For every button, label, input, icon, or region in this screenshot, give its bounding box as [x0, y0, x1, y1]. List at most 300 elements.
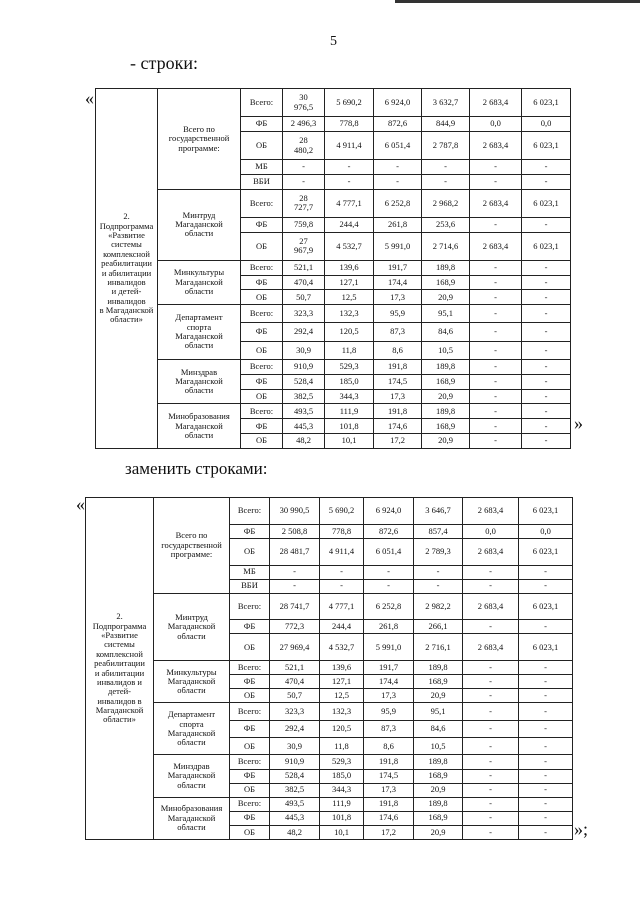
amount-cell: 3 646,7 [414, 498, 463, 525]
amount-cell: 139,6 [320, 661, 364, 675]
amount-cell: 191,8 [364, 797, 414, 811]
amount-cell: 168,9 [422, 419, 470, 434]
amount-cell: 6 023,1 [522, 89, 571, 117]
executor-name: Минобразования Магаданской области [154, 797, 230, 839]
amount-cell: 2 683,4 [470, 89, 522, 117]
executor-name: Минтруд Магаданской области [154, 593, 230, 661]
funding-source: ОБ [230, 634, 270, 661]
amount-cell: 6 023,1 [522, 131, 571, 159]
amount-cell: - [470, 389, 522, 404]
amount-cell: 5 690,2 [325, 89, 374, 117]
amount-cell: 2 982,2 [414, 593, 463, 620]
executor-name: Минтруд Магаданской области [158, 189, 241, 260]
amount-cell: - [463, 620, 519, 634]
amount-cell: - [422, 174, 470, 189]
amount-cell: 2 683,4 [463, 498, 519, 525]
amount-cell: - [470, 419, 522, 434]
amount-cell: - [519, 703, 573, 720]
amount-cell: - [522, 160, 571, 175]
amount-cell: 6 023,1 [519, 498, 573, 525]
amount-cell: 323,3 [270, 703, 320, 720]
amount-cell: 50,7 [283, 290, 325, 305]
funding-source: ОБ [241, 341, 283, 359]
amount-cell: 872,6 [364, 524, 414, 538]
amount-cell: 95,9 [374, 305, 422, 323]
amount-cell: 127,1 [320, 675, 364, 689]
amount-cell: 529,3 [325, 360, 374, 375]
amount-cell: 20,9 [414, 783, 463, 797]
amount-cell: 28 741,7 [270, 593, 320, 620]
amount-cell: 857,4 [414, 524, 463, 538]
amount-cell: 20,9 [422, 290, 470, 305]
amount-cell: - [519, 797, 573, 811]
funding-source: ФБ [241, 117, 283, 132]
amount-cell: 191,7 [364, 661, 414, 675]
amount-cell: 174,5 [364, 769, 414, 783]
amount-cell: - [522, 260, 571, 275]
amount-cell: 189,8 [422, 260, 470, 275]
amount-cell: - [463, 675, 519, 689]
amount-cell: 292,4 [283, 323, 325, 341]
executor-name: Департамент спорта Магаданской области [158, 305, 241, 360]
funding-source: ОБ [230, 689, 270, 703]
amount-cell: 174,4 [364, 675, 414, 689]
funding-source: ФБ [241, 374, 283, 389]
amount-cell: 20,9 [414, 689, 463, 703]
amount-cell: - [463, 661, 519, 675]
amount-cell: 17,3 [374, 389, 422, 404]
funding-source: ФБ [241, 275, 283, 290]
funding-source: Всего: [241, 189, 283, 217]
amount-cell: 6 051,4 [364, 538, 414, 565]
amount-cell: 4 911,4 [320, 538, 364, 565]
funding-source: Всего: [241, 89, 283, 117]
amount-cell: - [470, 160, 522, 175]
program-label: 2. Подпрограмма «Развитие системы комплексной реабилитации и абилитации инвалидов и детей- инвалидов в Магаданской области» [96, 89, 158, 449]
amount-cell: 2 716,1 [414, 634, 463, 661]
amount-cell: 28 480,2 [283, 131, 325, 159]
amount-cell: 244,4 [320, 620, 364, 634]
amount-cell: 292,4 [270, 720, 320, 737]
table-row [96, 305, 571, 323]
amount-cell: 470,4 [283, 275, 325, 290]
amount-cell: 5 690,2 [320, 498, 364, 525]
amount-cell: 445,3 [283, 419, 325, 434]
funding-source: ОБ [230, 783, 270, 797]
funding-source: Всего: [241, 404, 283, 419]
amount-cell: 2 789,3 [414, 538, 463, 565]
amount-cell: 28 481,7 [270, 538, 320, 565]
amount-cell: - [463, 783, 519, 797]
table-row [86, 661, 573, 675]
amount-cell: - [522, 217, 571, 232]
amount-cell: 253,6 [422, 217, 470, 232]
executor-name: Минкультуры Магаданской области [154, 661, 230, 703]
amount-cell: - [470, 174, 522, 189]
funding-source: ФБ [230, 811, 270, 825]
amount-cell: - [270, 565, 320, 579]
amount-cell: - [519, 620, 573, 634]
amount-cell: 778,8 [325, 117, 374, 132]
executor-name: Минобразования Магаданской области [158, 404, 241, 449]
amount-cell: 529,3 [320, 755, 364, 769]
funding-source: ФБ [230, 720, 270, 737]
funding-source: Всего: [241, 305, 283, 323]
amount-cell: 10,1 [325, 434, 374, 449]
amount-cell: 4 911,4 [325, 131, 374, 159]
amount-cell: 2 683,4 [470, 131, 522, 159]
amount-cell: 95,1 [422, 305, 470, 323]
amount-cell: 20,9 [414, 825, 463, 839]
amount-cell: - [522, 323, 571, 341]
amount-cell: 344,3 [320, 783, 364, 797]
table-old [95, 88, 571, 449]
amount-cell: - [283, 160, 325, 175]
table-row [96, 89, 571, 117]
amount-cell: 2 683,4 [463, 538, 519, 565]
amount-cell: 132,3 [325, 305, 374, 323]
amount-cell: 139,6 [325, 260, 374, 275]
amount-cell: - [522, 174, 571, 189]
amount-cell: - [519, 720, 573, 737]
amount-cell: - [470, 323, 522, 341]
amount-cell: - [470, 290, 522, 305]
amount-cell: - [320, 579, 364, 593]
amount-cell: 772,3 [270, 620, 320, 634]
amount-cell: 6 924,0 [364, 498, 414, 525]
funding-source: ОБ [241, 389, 283, 404]
amount-cell: 191,8 [374, 404, 422, 419]
amount-cell: 6 051,4 [374, 131, 422, 159]
amount-cell: 910,9 [283, 360, 325, 375]
table-row [86, 498, 573, 525]
amount-cell: 0,0 [470, 117, 522, 132]
funding-source: ФБ [230, 524, 270, 538]
funding-source: Всего: [241, 360, 283, 375]
amount-cell: 521,1 [283, 260, 325, 275]
table-row [86, 703, 573, 720]
funding-source: ВБИ [241, 174, 283, 189]
amount-cell: 261,8 [374, 217, 422, 232]
amount-cell: 20,9 [422, 389, 470, 404]
executor-name: Минздрав Магаданской области [158, 360, 241, 404]
amount-cell: - [519, 811, 573, 825]
amount-cell: 261,8 [364, 620, 414, 634]
amount-cell: 0,0 [522, 117, 571, 132]
amount-cell: 6 023,1 [522, 232, 571, 260]
amount-cell: 4 777,1 [325, 189, 374, 217]
amount-cell: - [270, 579, 320, 593]
amount-cell: - [519, 825, 573, 839]
funding-source: ОБ [230, 825, 270, 839]
funding-source: ФБ [230, 769, 270, 783]
amount-cell: 174,6 [364, 811, 414, 825]
funding-source: Всего: [230, 755, 270, 769]
amount-cell: 12,5 [325, 290, 374, 305]
amount-cell: 10,5 [414, 738, 463, 755]
amount-cell: 168,9 [414, 675, 463, 689]
amount-cell: 30 976,5 [283, 89, 325, 117]
amount-cell: 2 714,6 [422, 232, 470, 260]
funding-source: Всего: [230, 661, 270, 675]
amount-cell: 6 023,1 [519, 634, 573, 661]
table-row [86, 593, 573, 620]
funding-source: МБ [230, 565, 270, 579]
amount-cell: 382,5 [270, 783, 320, 797]
amount-cell: - [422, 160, 470, 175]
amount-cell: 111,9 [325, 404, 374, 419]
amount-cell: - [463, 579, 519, 593]
amount-cell: - [320, 565, 364, 579]
funding-source: Всего: [230, 797, 270, 811]
amount-cell: - [470, 434, 522, 449]
scan-edge-line [395, 0, 640, 3]
amount-cell: 0,0 [463, 524, 519, 538]
amount-cell: - [519, 689, 573, 703]
amount-cell: - [364, 579, 414, 593]
funding-source: МБ [241, 160, 283, 175]
amount-cell: - [519, 675, 573, 689]
executor-name: Всего по государственной программе: [154, 498, 230, 594]
table-row [86, 797, 573, 811]
amount-cell: 17,3 [374, 290, 422, 305]
amount-cell: 174,6 [374, 419, 422, 434]
table-row [96, 404, 571, 419]
amount-cell: 30,9 [283, 341, 325, 359]
amount-cell: 5 991,0 [374, 232, 422, 260]
amount-cell: 382,5 [283, 389, 325, 404]
amount-cell: 910,9 [270, 755, 320, 769]
funding-source: ФБ [241, 419, 283, 434]
amount-cell: 95,9 [364, 703, 414, 720]
amount-cell: - [414, 565, 463, 579]
amount-cell: 185,0 [320, 769, 364, 783]
amount-cell: 17,2 [364, 825, 414, 839]
amount-cell: 27 969,4 [270, 634, 320, 661]
amount-cell: - [463, 769, 519, 783]
amount-cell: 528,4 [270, 769, 320, 783]
amount-cell: 174,4 [374, 275, 422, 290]
amount-cell: - [463, 689, 519, 703]
program-label: 2. Подпрограмма «Развитие системы комплексной реабилитации и абилитации инвалидов и детей- инвалидов в Магаданской области» [86, 498, 154, 840]
amount-cell: - [414, 579, 463, 593]
amount-cell: - [522, 434, 571, 449]
executor-name: Департамент спорта Магаданской области [154, 703, 230, 755]
amount-cell: 189,8 [414, 797, 463, 811]
amount-cell: - [470, 217, 522, 232]
amount-cell: 759,8 [283, 217, 325, 232]
amount-cell: 120,5 [320, 720, 364, 737]
amount-cell: 48,2 [270, 825, 320, 839]
amount-cell: 2 496,3 [283, 117, 325, 132]
funding-source: ФБ [230, 620, 270, 634]
amount-cell: - [522, 305, 571, 323]
amount-cell: 11,8 [325, 341, 374, 359]
amount-cell: 30,9 [270, 738, 320, 755]
amount-cell: 11,8 [320, 738, 364, 755]
executor-name: Минздрав Магаданской области [154, 755, 230, 797]
amount-cell: 168,9 [422, 275, 470, 290]
funding-source: Всего: [230, 498, 270, 525]
amount-cell: 17,2 [374, 434, 422, 449]
amount-cell: 189,8 [414, 755, 463, 769]
amount-cell: - [463, 797, 519, 811]
amount-cell: 189,8 [422, 404, 470, 419]
heading-new-rows: заменить строками: [125, 459, 268, 478]
amount-cell: 2 508,8 [270, 524, 320, 538]
amount-cell: - [463, 703, 519, 720]
amount-cell: 48,2 [283, 434, 325, 449]
amount-cell: 778,8 [320, 524, 364, 538]
table-row [96, 189, 571, 217]
amount-cell: 191,8 [364, 755, 414, 769]
amount-cell: 6 023,1 [519, 593, 573, 620]
amount-cell: 17,3 [364, 689, 414, 703]
amount-cell: 872,6 [374, 117, 422, 132]
funding-source: ОБ [230, 538, 270, 565]
amount-cell: 470,4 [270, 675, 320, 689]
amount-cell: 2 683,4 [470, 189, 522, 217]
amount-cell: 17,3 [364, 783, 414, 797]
amount-cell: 87,3 [364, 720, 414, 737]
amount-cell: - [519, 661, 573, 675]
amount-cell: 168,9 [414, 811, 463, 825]
funding-source: ФБ [230, 675, 270, 689]
amount-cell: 266,1 [414, 620, 463, 634]
amount-cell: 493,5 [283, 404, 325, 419]
amount-cell: 4 532,7 [320, 634, 364, 661]
amount-cell: 132,3 [320, 703, 364, 720]
amount-cell: 20,9 [422, 434, 470, 449]
amount-cell: - [522, 404, 571, 419]
amount-cell: - [364, 565, 414, 579]
amount-cell: - [463, 720, 519, 737]
amount-cell: - [522, 275, 571, 290]
amount-cell: 8,6 [374, 341, 422, 359]
amount-cell: 6 023,1 [522, 189, 571, 217]
heading-old-rows: - строки: [130, 53, 198, 73]
amount-cell: 6 023,1 [519, 538, 573, 565]
amount-cell: - [519, 783, 573, 797]
funding-source: Всего: [230, 593, 270, 620]
amount-cell: - [522, 389, 571, 404]
amount-cell: 521,1 [270, 661, 320, 675]
amount-cell: 4 777,1 [320, 593, 364, 620]
amount-cell: 87,3 [374, 323, 422, 341]
amount-cell: 168,9 [414, 769, 463, 783]
funding-source: Всего: [241, 260, 283, 275]
amount-cell: 101,8 [325, 419, 374, 434]
amount-cell: 84,6 [422, 323, 470, 341]
amount-cell: 10,5 [422, 341, 470, 359]
amount-cell: - [519, 755, 573, 769]
amount-cell: - [470, 275, 522, 290]
amount-cell: 127,1 [325, 275, 374, 290]
amount-cell: 6 924,0 [374, 89, 422, 117]
close-quote-old: » [574, 413, 583, 433]
funding-source: ОБ [241, 131, 283, 159]
amount-cell: - [470, 374, 522, 389]
open-quote-new: « [76, 494, 85, 514]
amount-cell: 27 967,9 [283, 232, 325, 260]
amount-cell: - [470, 360, 522, 375]
amount-cell: - [283, 174, 325, 189]
amount-cell: 50,7 [270, 689, 320, 703]
amount-cell: - [519, 769, 573, 783]
amount-cell: - [522, 341, 571, 359]
close-quote-new: »; [574, 819, 589, 839]
amount-cell: 2 787,8 [422, 131, 470, 159]
amount-cell: 323,3 [283, 305, 325, 323]
open-quote-old: « [85, 88, 94, 108]
table-new [85, 497, 573, 840]
amount-cell: - [522, 374, 571, 389]
amount-cell: 30 990,5 [270, 498, 320, 525]
table-row [86, 755, 573, 769]
amount-cell: 2 968,2 [422, 189, 470, 217]
amount-cell: 168,9 [422, 374, 470, 389]
amount-cell: 3 632,7 [422, 89, 470, 117]
amount-cell: 6 252,8 [364, 593, 414, 620]
amount-cell: 2 683,4 [463, 634, 519, 661]
amount-cell: 445,3 [270, 811, 320, 825]
amount-cell: 191,7 [374, 260, 422, 275]
amount-cell: 174,5 [374, 374, 422, 389]
funding-source: ОБ [241, 434, 283, 449]
funding-source: ОБ [241, 290, 283, 305]
amount-cell: - [522, 290, 571, 305]
amount-cell: 191,8 [374, 360, 422, 375]
amount-cell: - [470, 341, 522, 359]
amount-cell: - [470, 305, 522, 323]
amount-cell: 0,0 [519, 524, 573, 538]
amount-cell: - [519, 579, 573, 593]
amount-cell: - [325, 174, 374, 189]
amount-cell: 185,0 [325, 374, 374, 389]
amount-cell: 6 252,8 [374, 189, 422, 217]
funding-source: ВБИ [230, 579, 270, 593]
amount-cell: 95,1 [414, 703, 463, 720]
amount-cell: 84,6 [414, 720, 463, 737]
amount-cell: - [519, 738, 573, 755]
executor-name: Всего по государственной программе: [158, 89, 241, 190]
funding-source: ФБ [241, 217, 283, 232]
amount-cell: 344,3 [325, 389, 374, 404]
amount-cell: 120,5 [325, 323, 374, 341]
amount-cell: 8,6 [364, 738, 414, 755]
amount-cell: 10,1 [320, 825, 364, 839]
table-row [96, 260, 571, 275]
funding-source: ОБ [230, 738, 270, 755]
amount-cell: 189,8 [422, 360, 470, 375]
amount-cell: 5 991,0 [364, 634, 414, 661]
amount-cell: 244,4 [325, 217, 374, 232]
amount-cell: - [463, 738, 519, 755]
amount-cell: - [522, 419, 571, 434]
amount-cell: - [463, 825, 519, 839]
amount-cell: - [374, 160, 422, 175]
amount-cell: 189,8 [414, 661, 463, 675]
amount-cell: - [463, 755, 519, 769]
table-row [96, 360, 571, 375]
amount-cell: - [463, 565, 519, 579]
amount-cell: 528,4 [283, 374, 325, 389]
amount-cell: - [463, 811, 519, 825]
amount-cell: - [470, 404, 522, 419]
funding-source: ОБ [241, 232, 283, 260]
funding-source: Всего: [230, 703, 270, 720]
page-number: 5 [330, 34, 337, 49]
